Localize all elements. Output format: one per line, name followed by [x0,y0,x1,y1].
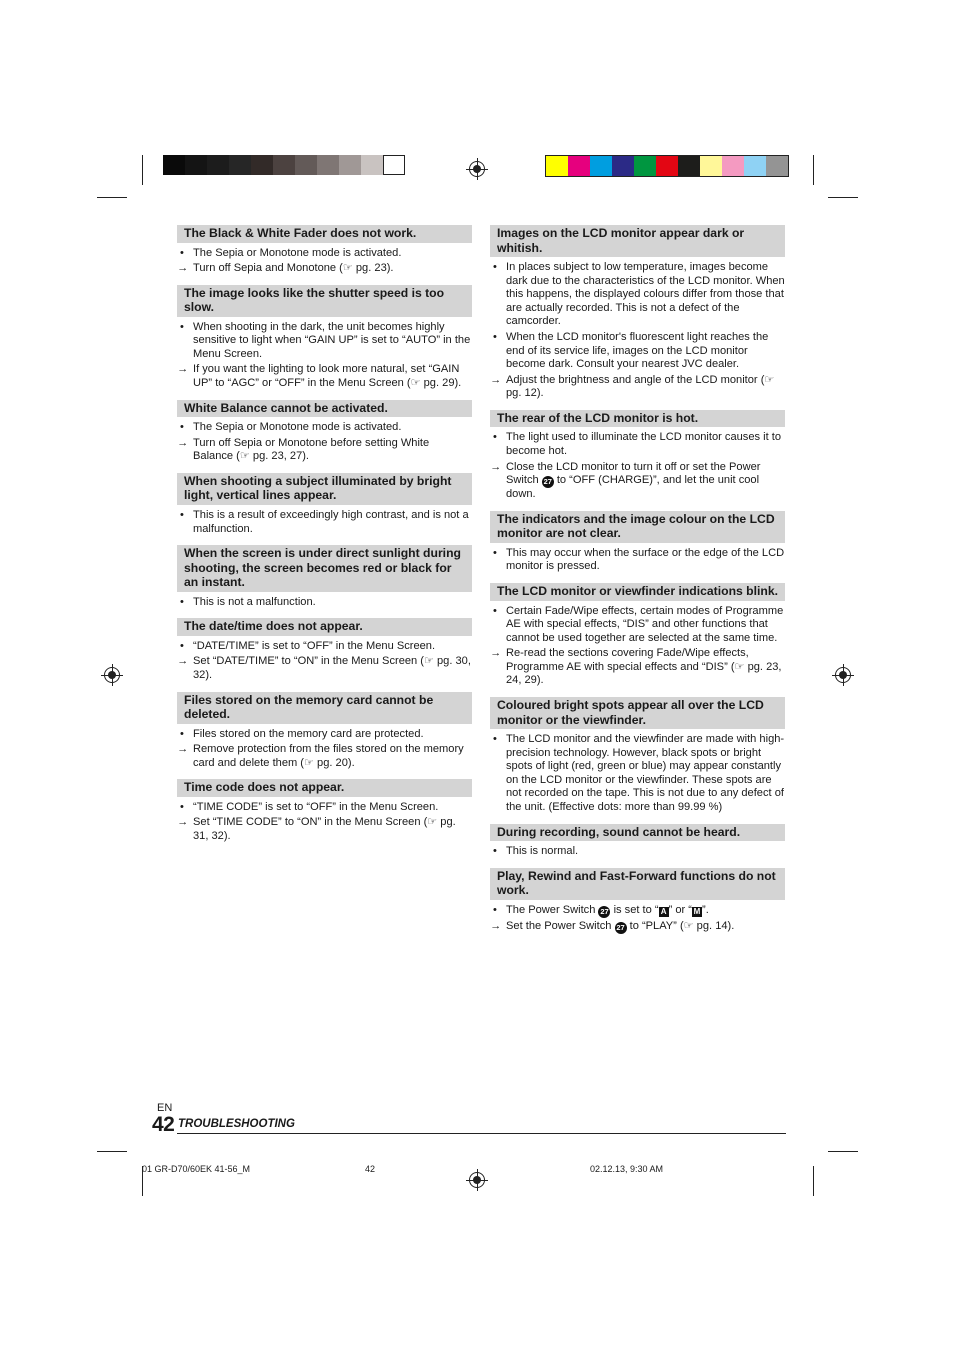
footer-rule [177,1133,786,1134]
item-text: Certain Fade/Wipe effects, certain modes of Programme AE with special effects, “DIS” and other functions that cannot be used together are selected at the same time. [506,604,784,644]
cause-item [490,733,785,815]
item-text: Turn off Sepia or Monotone before setting White Balance (☞ pg. 23, 27). [193,436,430,463]
troubleshooting-section [490,868,785,934]
cause-item [177,728,472,742]
item-text: Remove protection from the files stored on the memory card and delete them (☞ pg. 20). [193,743,464,769]
section-heading: The Black & White Fader does not work. [177,225,472,243]
item-text: If you want the lighting to look more natural, set “GAIN UP” to “AGC” or “OFF” in the Menu Screen (☞ pg. 29). [193,363,462,390]
item-text: Turn off Sepia and Monotone (☞ pg. 23). [193,262,394,275]
crop-mark [813,1166,814,1196]
power-switch-number-icon: 27 [543,477,552,487]
color-swatch [766,156,788,176]
process-color-bar [545,155,789,177]
cause-item [490,904,785,918]
item-text: This is not a malfunction. [193,595,316,608]
item-text: Re-read the sections covering Fade/Wipe effects, Programme AE with special effects and “DIS” (☞ pg. 23, 24, 29). [506,647,782,687]
crop-mark [828,197,858,198]
troubleshooting-section [490,410,785,502]
section-heading: The image looks like the shutter speed is too slow. [177,285,472,317]
section-heading: Time code does not appear. [177,779,472,797]
cause-item [177,801,472,815]
bullet-icon: • [180,246,184,259]
color-swatch [722,156,744,176]
color-swatch [568,156,590,176]
bullet-icon: • [493,903,497,916]
bullet-icon: • [180,508,184,521]
item-text: This is a result of exceedingly high contrast, and is not a malfunction. [193,508,469,535]
bullet-icon: • [493,330,497,343]
color-swatch [546,156,568,176]
registration-mark-icon [835,667,851,683]
color-swatch [317,155,339,175]
section-heading: Play, Rewind and Fast-Forward functions do not work. [490,868,785,900]
color-swatch [656,156,678,176]
cause-item [177,640,472,654]
color-swatch [634,156,656,176]
crop-mark [97,1151,127,1152]
section-heading: White Balance cannot be activated. [177,400,472,418]
arrow-icon: → [490,460,502,473]
remedy-item [177,655,472,682]
item-text: to “PLAY” (☞ pg. 14). [626,919,735,932]
troubleshooting-section [177,400,472,464]
arrow-icon: → [177,262,189,275]
color-swatch [251,155,273,175]
item-text: The LCD monitor and the viewfinder are made with high-precision technology. However, black spots or bright spots of light (red, green or blue) may appear constantly on the LCD monitor or the viewfinder. These spots are not recorded on the tape. This is not due to any defect of the unit. (Effective dots: more than 99.99 %) [506,733,785,814]
power-switch-number-icon: 27 [600,906,609,916]
section-heading: The LCD monitor or viewfinder indications blink. [490,583,785,601]
registration-mark-icon [469,1172,485,1188]
troubleshooting-section [177,779,472,843]
color-swatch [295,155,317,175]
arrow-icon: → [490,373,502,386]
crop-mark [142,155,143,185]
remedy-item [177,816,472,843]
section-heading: During recording, sound cannot be heard. [490,824,785,842]
section-heading: Coloured bright spots appear all over the LCD monitor or the viewfinder. [490,697,785,729]
section-heading: The date/time does not appear. [177,618,472,636]
grayscale-color-bar [163,155,405,175]
registration-mark-icon [469,161,485,177]
power-switch-number-icon: 27 [616,922,625,932]
troubleshooting-section [177,618,472,682]
bullet-icon: • [493,845,497,858]
bullet-icon: • [493,431,497,444]
color-swatch [207,155,229,175]
slug-date: 02.12.13, 9:30 AM [590,1164,664,1174]
arrow-icon: → [490,919,502,932]
bullet-icon: • [180,727,184,740]
bullet-icon: • [493,733,497,746]
remedy-item [177,437,472,464]
section-heading: Images on the LCD monitor appear dark or whitish. [490,225,785,257]
color-swatch [678,156,700,176]
cause-item [177,421,472,435]
bullet-icon: • [180,595,184,608]
color-swatch [163,155,185,175]
color-swatch [361,155,383,175]
bullet-icon: • [493,546,497,559]
crop-mark [828,1151,858,1152]
crop-mark [97,197,127,198]
bullet-icon: • [180,639,184,652]
remedy-item [490,647,785,688]
cause-item [177,596,472,610]
manual-mode-icon: M [693,906,701,916]
auto-mode-icon: A [659,907,669,917]
cause-item [177,247,472,261]
item-text: The Sepia or Monotone mode is activated. [193,421,402,434]
color-swatch [383,155,405,175]
color-swatch [229,155,251,175]
right-column [490,225,785,943]
color-swatch [185,155,207,175]
section-heading: When the screen is under direct sunlight during shooting, the screen becomes red or black for an instant. [177,545,472,592]
cause-item [177,509,472,536]
item-text: This may occur when the surface or the edge of the LCD monitor is pressed. [506,546,785,573]
remedy-item [177,743,472,770]
bullet-icon: • [493,261,497,273]
troubleshooting-section [490,225,785,401]
item-text: Adjust the brightness and angle of the LCD monitor (☞ pg. 12). [506,373,775,400]
bullet-icon: • [180,421,184,434]
section-title: TROUBLESHOOTING [178,1118,295,1130]
item-text: Files stored on the memory card are protected. [193,727,424,740]
item-text: ” or “ [668,903,692,916]
color-swatch [339,155,361,175]
item-text: Set “TIME CODE” to “ON” in the Menu Screen (☞ pg. 31, 32). [193,816,456,842]
cause-item [490,547,785,574]
item-text: Set “DATE/TIME” to “ON” in the Menu Screen (☞ pg. 30, 32). [193,655,471,681]
arrow-icon: → [177,816,189,829]
remedy-item [490,374,785,401]
item-text: to “OFF (CHARGE)”, and let the unit cool down. [506,474,760,501]
item-text: The Sepia or Monotone mode is activated. [193,246,402,259]
section-heading: The indicators and the image colour on the LCD monitor are not clear. [490,511,785,543]
item-text: In places subject to low temperature, images become dark due to the characteristics of the LCD monitor. When this happens, the displayed colours differ from those that are actually recorded. This is not a defect of the camcorder. [506,261,785,328]
arrow-icon: → [177,363,189,376]
item-text: The Power Switch [506,903,599,916]
item-text: “DATE/TIME” is set to “OFF” in the Menu Screen. [193,639,436,652]
arrow-icon: → [177,655,189,668]
bullet-icon: • [180,800,184,813]
arrow-icon: → [490,647,502,660]
troubleshooting-section [177,285,472,391]
item-text: This is normal. [506,845,579,858]
section-heading: When shooting a subject illuminated by bright light, vertical lines appear. [177,473,472,505]
troubleshooting-section [177,225,472,276]
item-text: Close the LCD monitor to turn it off or set the Power Switch [506,460,761,487]
cause-item [177,321,472,362]
cause-item [490,845,785,859]
language-label: EN [157,1102,173,1114]
troubleshooting-section [490,511,785,574]
crop-mark [813,155,814,185]
troubleshooting-section [490,583,785,688]
slug-file: 01 GR-D70/60EK 41-56_M [142,1164,251,1174]
item-text: ”. [702,903,709,916]
item-text: When the LCD monitor's fluorescent light reaches the end of its service life, images on the LCD monitor become dark. Consult your nearest JVC dealer. [506,330,769,371]
color-swatch [744,156,766,176]
item-text: The light used to illuminate the LCD monitor causes it to become hot. [506,431,782,458]
item-text: When shooting in the dark, the unit becomes highly sensitive to light when “GAIN UP” is set to “AUTO” in the Menu Screen. [193,320,471,360]
color-swatch [273,155,295,175]
troubleshooting-section [177,692,472,771]
slug-page: 42 [365,1164,376,1174]
color-swatch [612,156,634,176]
remedy-item [177,363,472,390]
section-heading: Files stored on the memory card cannot be deleted. [177,692,472,724]
troubleshooting-section [490,824,785,859]
color-swatch [590,156,612,176]
color-swatch [700,156,722,176]
troubleshooting-section [490,697,785,815]
troubleshooting-section [177,545,472,609]
troubleshooting-section [177,473,472,536]
item-text: “TIME CODE” is set to “OFF” in the Menu Screen. [193,800,439,813]
registration-mark-icon [104,667,120,683]
item-text: is set to “ [610,903,659,916]
cause-item [490,331,785,372]
page-number: 42 [152,1113,175,1136]
remedy-item [177,262,472,276]
remedy-item [490,920,785,934]
left-column [177,225,472,853]
cause-item [490,605,785,646]
bullet-icon: • [493,604,497,617]
arrow-icon: → [177,743,189,756]
remedy-item [490,461,785,502]
item-text: Set the Power Switch [506,919,615,932]
cause-item [490,431,785,458]
arrow-icon: → [177,436,189,449]
section-heading: The rear of the LCD monitor is hot. [490,410,785,428]
cause-item [490,261,785,329]
bullet-icon: • [180,320,184,333]
